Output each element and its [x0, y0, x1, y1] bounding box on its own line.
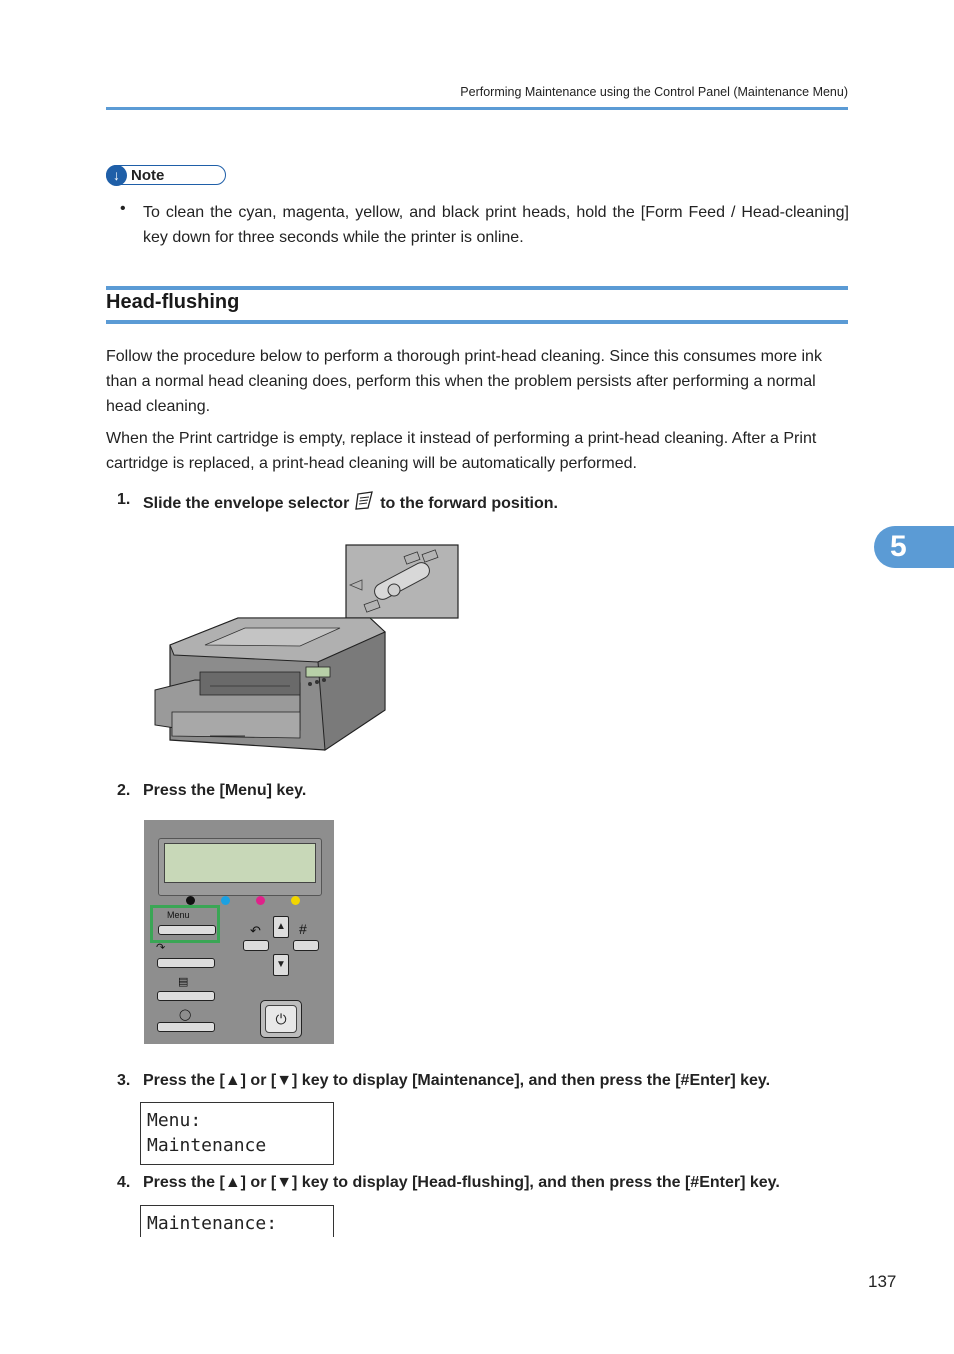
escape-icon: ↶ [250, 923, 261, 938]
menu-key[interactable] [158, 925, 216, 935]
power-icon: ⏻ [265, 1005, 297, 1033]
lcd-bezel [158, 838, 322, 896]
form-feed-icon: ↷ [156, 942, 166, 954]
note-label: Note [131, 167, 165, 184]
running-header: Performing Maintenance using the Control Panel (Maintenance Menu) [460, 85, 848, 99]
step-text [143, 491, 558, 516]
lcd-display-2 [140, 1205, 334, 1237]
lcd-line: Maintenance: [147, 1213, 278, 1234]
lcd-display-1 [140, 1102, 334, 1165]
step-number: 4. [117, 1174, 131, 1191]
chapter-tab [874, 526, 954, 568]
power-key[interactable] [260, 1000, 302, 1038]
chapter-number: 5 [890, 530, 907, 563]
job-reset-key[interactable] [157, 1022, 215, 1032]
step-text-before: Slide the envelope selector [143, 495, 350, 512]
ink-indicator-m [256, 896, 265, 905]
lcd-line: Maintenance [147, 1135, 267, 1156]
head-cleaning-icon: ▤ [178, 976, 189, 988]
note-text: To clean the cyan, magenta, yellow, and black print heads, hold the [Form Feed / Head-cleaning] key down for three seconds while the printer is online. [143, 204, 849, 246]
step-text: Press the [Menu] key. [143, 782, 307, 799]
step-number: 1. [117, 491, 131, 508]
section-rule-bottom [106, 320, 848, 324]
section-rule-top [106, 286, 848, 290]
paragraph: When the Print cartridge is empty, replace it instead of performing a print-head cleaning. After a Print cartridge is replaced, a print-head cleaning will be automatically performed. [106, 430, 817, 472]
lcd-screen [164, 843, 316, 883]
step-text: Press the [▲] or [▼] key to display [Maintenance], and then press the [#Enter] key. [143, 1072, 771, 1089]
step-text-after: to the forward position. [380, 495, 558, 512]
ink-indicator-k [186, 896, 195, 905]
page-number: 137 [868, 1272, 897, 1291]
step-text: Press the [▲] or [▼] key to display [Head-flushing], and then press the [#Enter] key. [143, 1174, 780, 1191]
header-rule [106, 107, 848, 110]
enter-symbol: # [299, 921, 307, 937]
form-feed-key[interactable] [157, 958, 215, 968]
lcd-line: Menu: [147, 1110, 202, 1131]
head-cleaning-key[interactable] [157, 991, 215, 1001]
printer-illustration [150, 540, 470, 760]
step-number: 2. [117, 782, 131, 799]
escape-key[interactable] [243, 940, 269, 951]
arrow-down-icon: ↓ [106, 165, 127, 186]
down-arrow-key[interactable]: ▼ [273, 954, 289, 976]
paragraph: Follow the procedure below to perform a thorough print-head cleaning. Since this consumes more ink than a normal head cleaning does, perform this when the problem persists after performing a normal head cleaning. [106, 348, 822, 415]
step-number: 3. [117, 1072, 131, 1089]
enter-key[interactable] [293, 940, 319, 951]
ink-indicator-y [291, 896, 300, 905]
note-badge [106, 165, 226, 185]
up-arrow-key[interactable]: ▲ [273, 916, 289, 938]
menu-key-highlight [150, 905, 220, 943]
menu-key-label: Menu [167, 910, 190, 920]
control-panel-illustration [144, 820, 334, 1044]
job-reset-icon: ◯ [179, 1009, 192, 1021]
envelope-icon [354, 491, 376, 516]
ink-indicator-c [221, 896, 230, 905]
section-title: Head-flushing [106, 291, 240, 313]
bullet-symbol: • [120, 200, 126, 217]
